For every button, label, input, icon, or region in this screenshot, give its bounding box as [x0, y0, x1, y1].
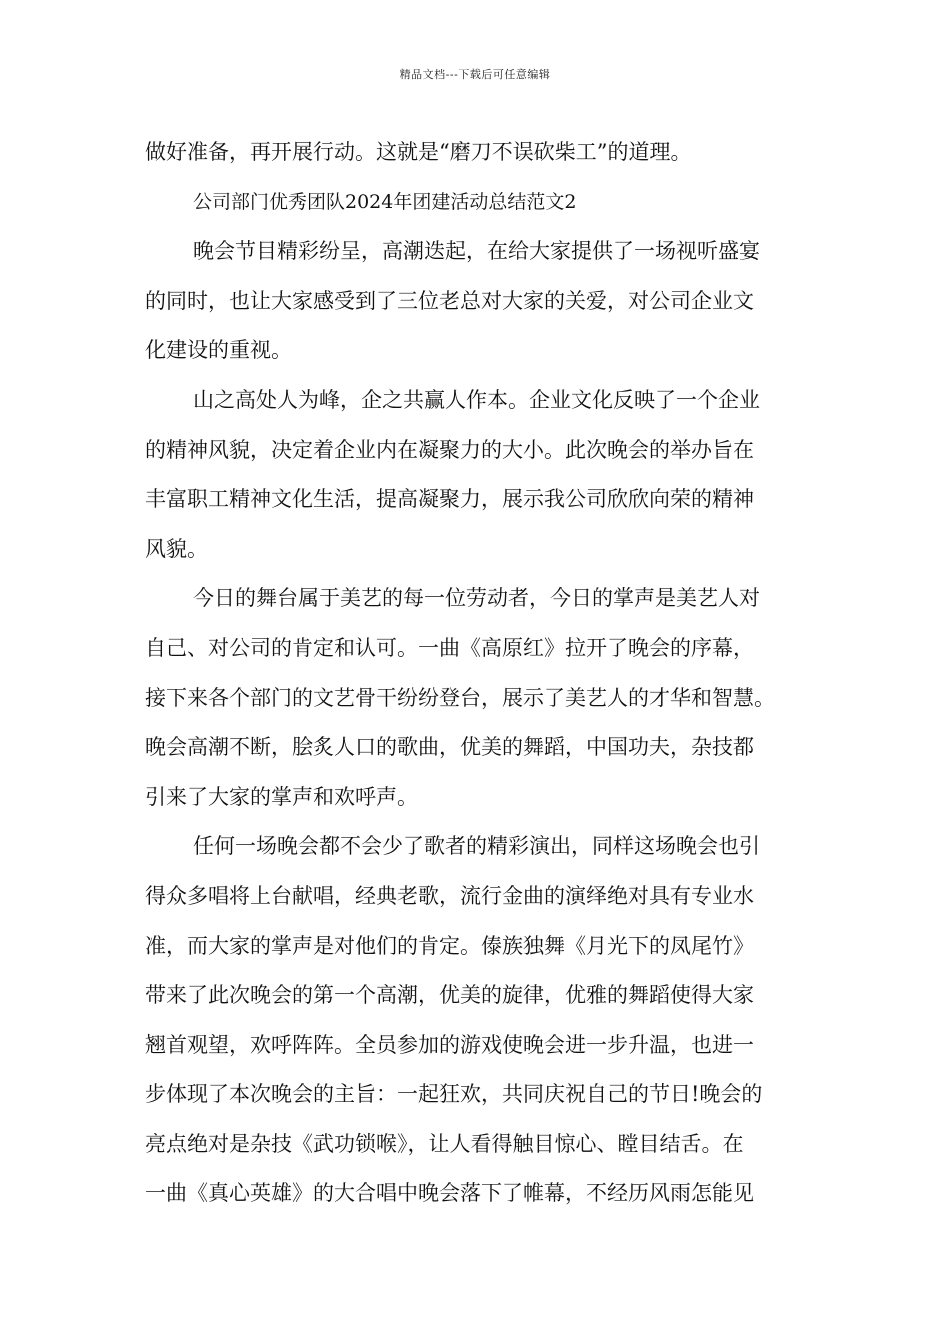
- body-line: 带来了此次晚会的第一个高潮，优美的旋律，优雅的舞蹈使得大家: [145, 983, 754, 1008]
- paragraph-start-line: 山之高处人为峰，企之共赢人作本。企业文化反映了一个企业: [193, 387, 760, 412]
- page-header: 精品文档---下载后可任意编辑: [399, 68, 551, 81]
- paragraph-start-line: 今日的舞台属于美艺的每一位劳动者，今日的掌声是美艺人对: [193, 586, 760, 611]
- body-line: 的精神风貌，决定着企业内在凝聚力的大小。此次晚会的举办旨在: [145, 437, 754, 462]
- body-line: 步体现了本次晚会的主旨：一起狂欢，共同庆祝自己的节日!晚会的: [145, 1082, 763, 1107]
- body-line: 一曲《真心英雄》的大合唱中晚会落下了帷幕，不经历风雨怎能见: [145, 1181, 754, 1206]
- body-line: 丰富职工精神文化生活，提高凝聚力，展示我公司欣欣向荣的精神: [145, 487, 754, 512]
- body-line: 晚会高潮不断，脍炙人口的歌曲，优美的舞蹈，中国功夫，杂技都: [145, 735, 754, 760]
- body-line: 的同时，也让大家感受到了三位老总对大家的关爱，对公司企业文: [145, 288, 754, 313]
- body-line: 翘首观望，欢呼阵阵。全员参加的游戏使晚会进一步升温，也进一: [145, 1032, 754, 1057]
- body-line: 自己、对公司的肯定和认可。一曲《高原红》拉开了晚会的序幕，: [145, 635, 754, 660]
- paragraph-start-line: 晚会节目精彩纷呈，高潮迭起，在给大家提供了一场视听盛宴: [193, 239, 760, 264]
- body-line: 亮点绝对是杂技《武功锁喉》，让人看得触目惊心、瞠目结舌。在: [145, 1131, 744, 1156]
- body-line: 接下来各个部门的文艺骨干纷纷登台，展示了美艺人的才华和智慧。: [145, 685, 775, 710]
- body-line: 准，而大家的掌声是对他们的肯定。傣族独舞《月光下的凤尾竹》: [145, 933, 754, 958]
- body-line: 风貌。: [145, 536, 208, 561]
- paragraph-start-line: 任何一场晚会都不会少了歌者的精彩演出，同样这场晚会也引: [193, 834, 760, 859]
- body-line: 化建设的重视。: [145, 338, 292, 363]
- document-body: [145, 128, 810, 1219]
- body-line: 做好准备，再开展行动。这就是“磨刀不误砍柴工”的道理。: [145, 140, 692, 164]
- body-line: 引来了大家的掌声和欢呼声。: [145, 784, 418, 809]
- section-title: 公司部门优秀团队2024年团建活动总结范文2: [193, 190, 577, 213]
- body-line: 得众多唱将上台献唱，经典老歌，流行金曲的演绎绝对具有专业水: [145, 883, 754, 908]
